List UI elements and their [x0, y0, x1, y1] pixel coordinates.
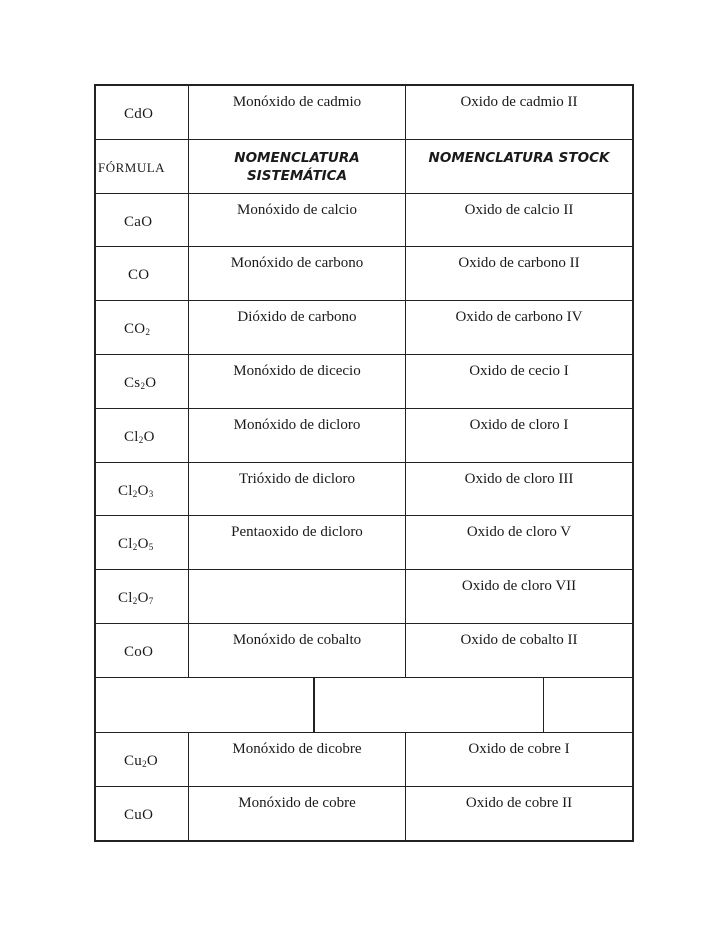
- table-row: [96, 86, 632, 140]
- systematic-name-cell: Monóxido de dicloro: [233, 416, 361, 433]
- table-row: [96, 247, 632, 301]
- stock-name-cell: Oxido de cobre II: [465, 794, 573, 811]
- formula-cell: CO: [128, 267, 150, 284]
- systematic-header: NOMENCLATURA SISTEMÁTICA: [234, 149, 360, 184]
- formula-cell: CuO: [124, 806, 154, 823]
- formula-cell: CoO: [124, 643, 154, 660]
- formula-header: FÓRMULA: [98, 159, 166, 175]
- formula-cell: $Cl_2O_7$: [118, 590, 154, 607]
- formula-cell: $Cl_2O$: [124, 428, 155, 445]
- stock-name-cell: Oxido de cloro V: [466, 524, 572, 541]
- stock-header: NOMENCLATURA STOCK: [428, 149, 610, 166]
- formula-cell: $Cl_2O_3$: [118, 482, 154, 499]
- formula-cell: $CO_2$: [124, 321, 151, 338]
- stock-name-cell: Oxido de calcio II: [464, 201, 574, 218]
- systematic-name-cell: Pentaoxido de dicloro: [231, 524, 363, 541]
- table-row: [96, 301, 632, 355]
- table-row: [96, 516, 632, 570]
- table-row: [96, 733, 632, 787]
- header-row: [96, 140, 632, 194]
- stock-name-cell: Oxido de carbono II: [458, 255, 580, 272]
- stock-name-cell: Oxido de cloro III: [464, 470, 574, 487]
- empty-row: [96, 678, 632, 733]
- table-row: [96, 787, 632, 841]
- stock-name-cell: Oxido de cloro VII: [461, 578, 577, 595]
- systematic-name-cell: Monóxido de cobre: [238, 794, 356, 811]
- systematic-name-cell: Monóxido de cadmio: [232, 94, 362, 110]
- table-row: [96, 409, 632, 463]
- formula-cell: CdO: [124, 106, 154, 122]
- formula-cell: CaO: [124, 213, 153, 230]
- stock-name-cell: Oxido de cobre I: [468, 740, 570, 757]
- systematic-name-cell: Monóxido de carbono: [230, 255, 364, 272]
- stock-name-cell: Oxido de carbono IV: [455, 309, 583, 326]
- table-row: [96, 570, 632, 624]
- table-row: [96, 463, 632, 517]
- oxide-nomenclature-table: [94, 84, 634, 842]
- formula-cell: $Cl_2O_5$: [118, 536, 154, 553]
- systematic-name-cell: Monóxido de cobalto: [232, 631, 362, 648]
- systematic-name-cell: Monóxido de dicobre: [232, 740, 362, 757]
- table-row: [96, 624, 632, 678]
- stock-name-cell: Oxido de cecio I: [469, 362, 569, 379]
- formula-cell: $Cs_2O$: [124, 374, 157, 391]
- stock-name-cell: Oxido de cadmio II: [460, 94, 578, 110]
- stock-name-cell: Oxido de cloro I: [469, 416, 569, 433]
- formula-cell: $Cu_2O$: [124, 752, 159, 769]
- table-row: [96, 194, 632, 248]
- systematic-name-cell: Monóxido de calcio: [237, 201, 357, 218]
- stock-name-cell: Oxido de cobalto II: [460, 631, 578, 648]
- systematic-name-cell: Monóxido de dicecio: [233, 362, 361, 379]
- systematic-name-cell: Trióxido de dicloro: [238, 470, 356, 487]
- systematic-name-cell: Dióxido de carbono: [237, 309, 357, 326]
- table-row: [96, 355, 632, 409]
